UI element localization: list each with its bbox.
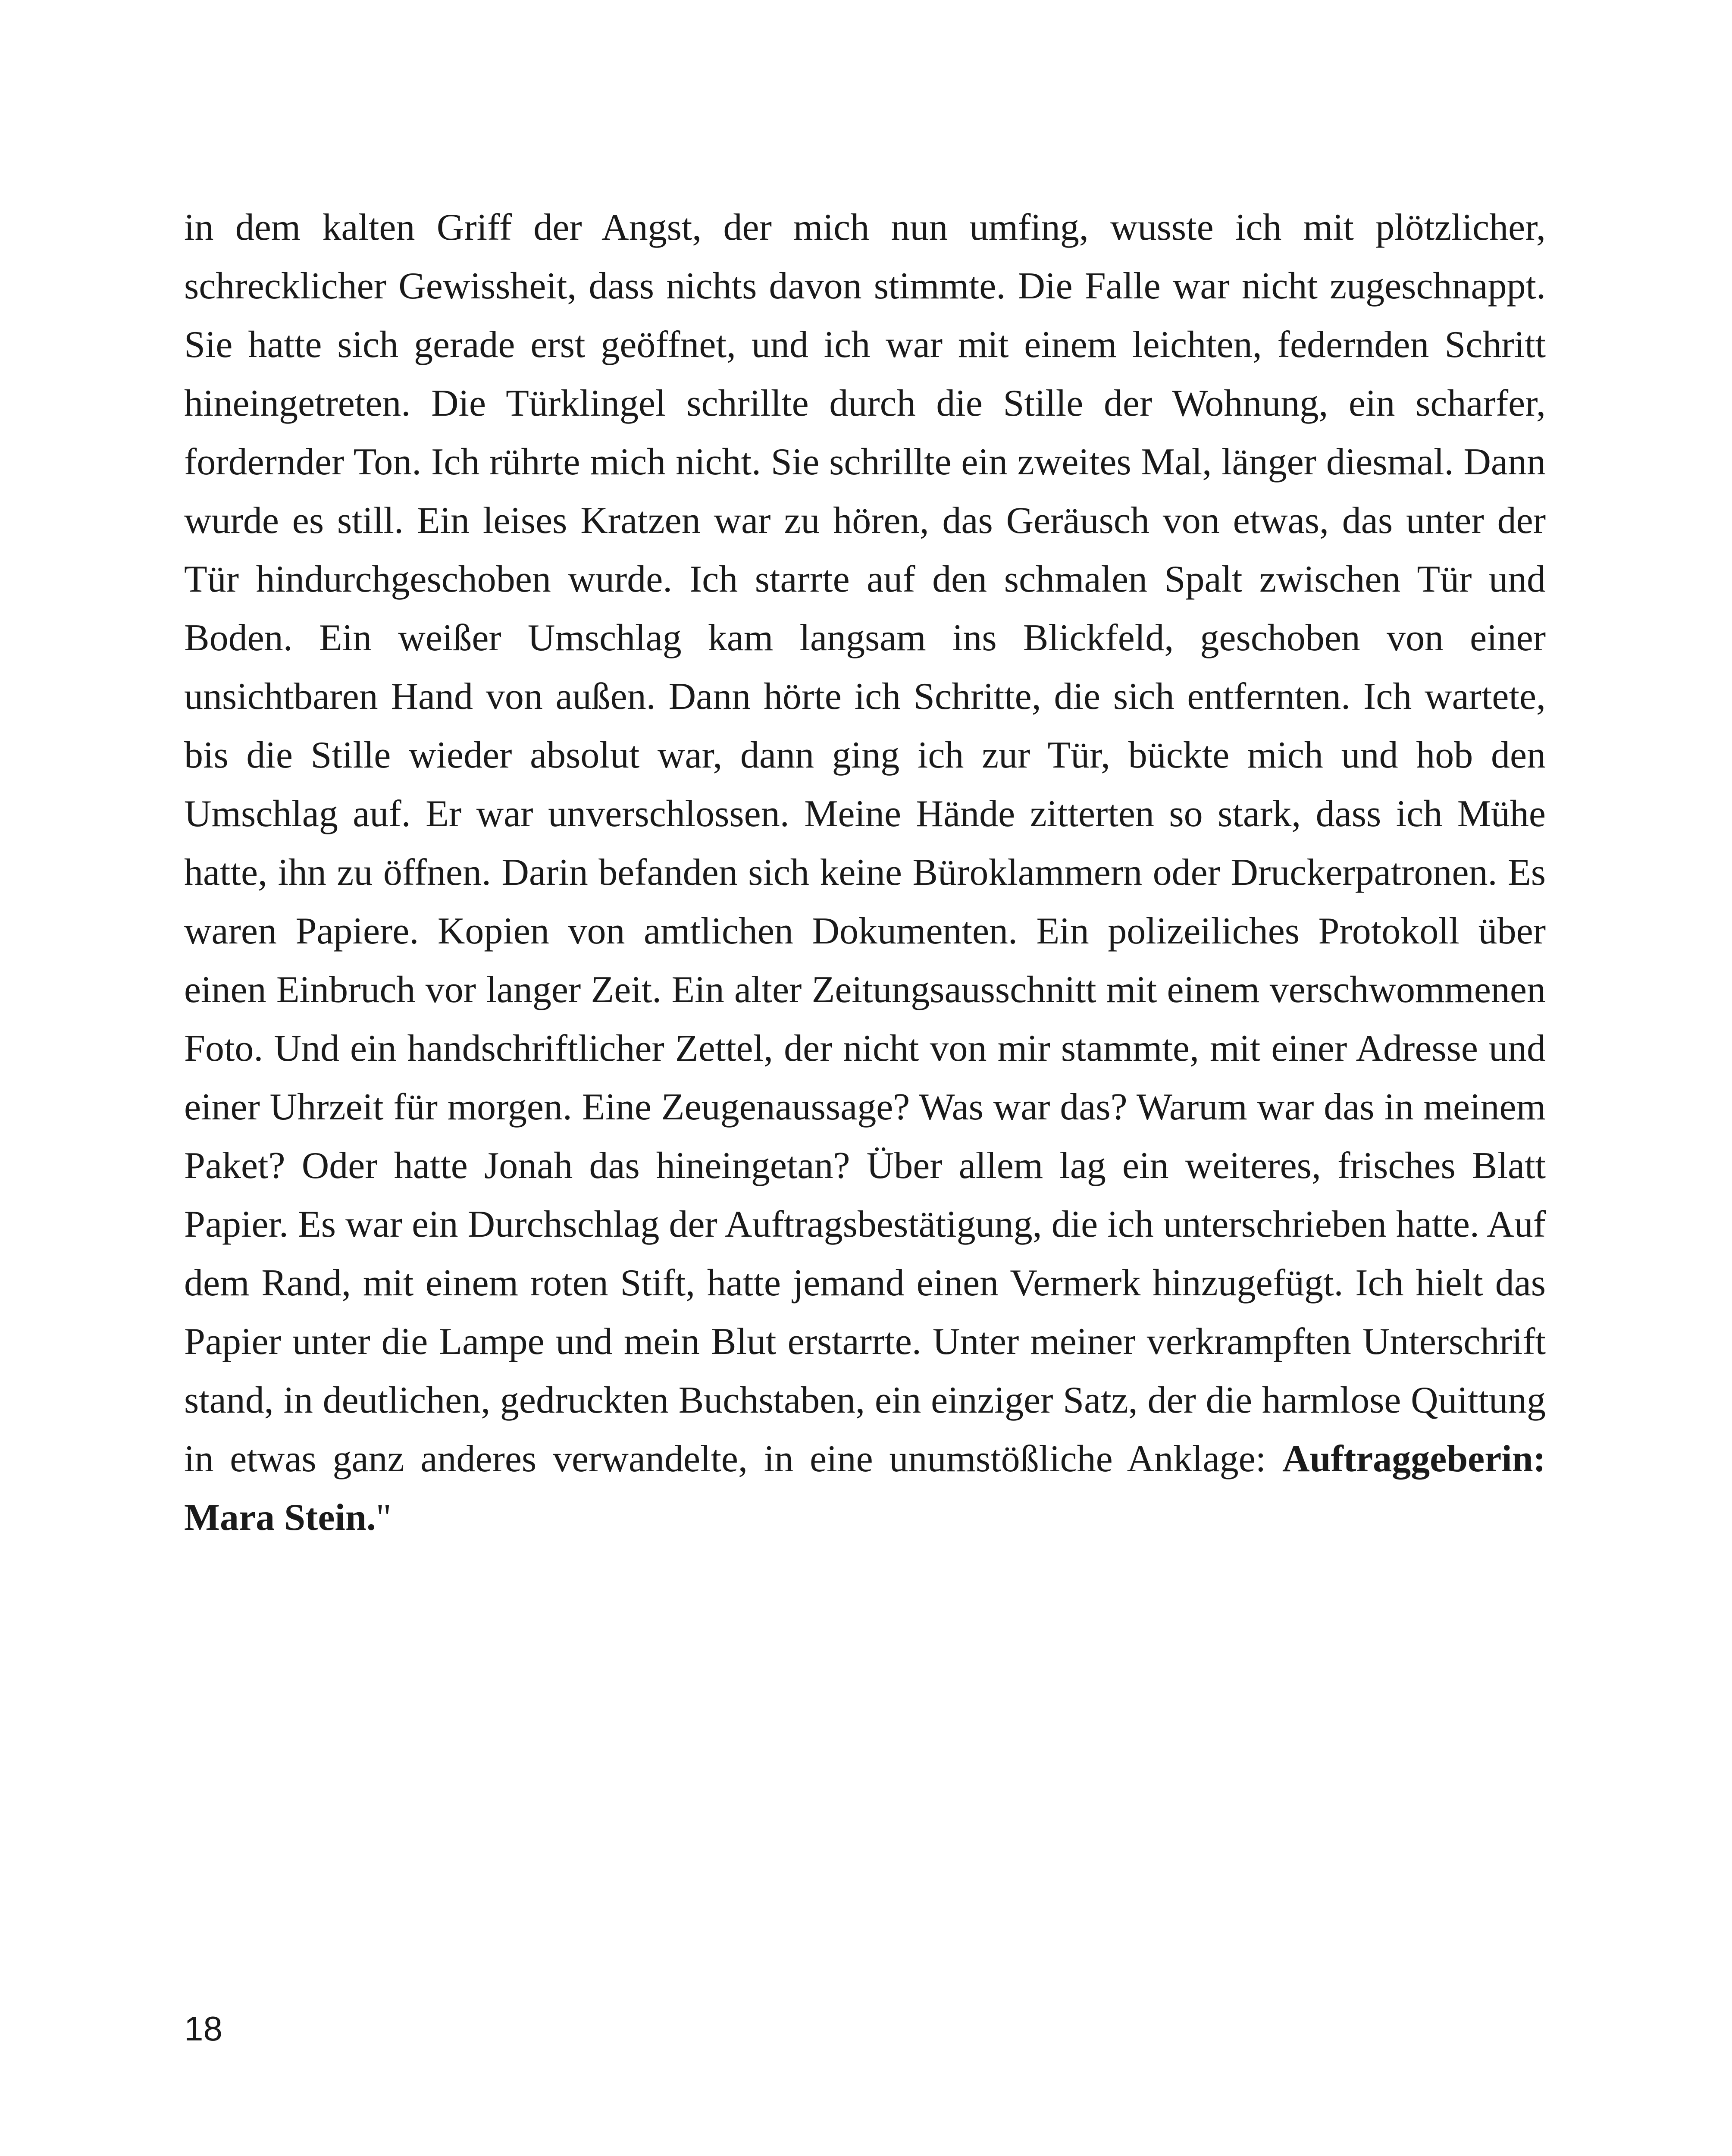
emphasized-quote: Auftraggeberin: Mara Stein. <box>184 1438 1546 1539</box>
paragraph-text: in dem kalten Griff der Angst, der mich nun umfing, wusste ich mit plötzlicher, schrecklicher Gewissheit, dass nichts davon stimmte. Die Falle war nicht zugeschnappt. Sie hatte sich gerade erst geöffnet, und ich war mit einem leichten, federnden Schritt hineingetreten. Die Türklingel schrillte durch die Stille der Wohnung, ein scharfer, fordernder Ton. Ich rührte mich nicht. Sie schrillte ein zweites Mal, länger diesmal. Dann wurde es still. Ein leises Kratzen war zu hören, das Geräusch von etwas, das unter der Tür hindurchgeschoben wurde. Ich starrte auf den schmalen Spalt zwischen Tür und Boden. Ein weißer Umschlag kam langsam ins Blickfeld, geschoben von einer unsichtbaren Hand von außen. Dann hörte ich Schritte, die sich entfernten. Ich wartete, bis die Stille wieder absolut war, dann ging ich zur Tür, bückte mich und hob den Umschlag auf. Er war unverschlossen. Meine Hände zitterten so stark, dass ich Mühe hatte, ihn zu öffnen. Darin befanden sich keine Büroklammern oder Druckerpatronen. Es waren Papiere. Kopien von amtlichen Dokumenten. Ein polizeiliches Protokoll über einen Einbruch vor langer Zeit. Ein alter Zeitungsausschnitt mit einem verschwommenen Foto. Und ein handschriftlicher Zettel, der nicht von mir stammte, mit einer Adresse und einer Uhrzeit für morgen. Eine Zeugenaussage? Was war das? Warum war das in meinem Paket? Oder hatte Jonah das hineingetan? Über allem lag ein weiteres, frisches Blatt Papier. Es war ein Durchschlag der Auftragsbestätigung, die ich unterschrieben hatte. Auf dem Rand, mit einem roten Stift, hatte jemand einen Vermerk hinzugefügt. Ich hielt das Papier unter die Lampe und mein Blut erstarrte. Unter meiner verkrampften Unterschrift stand, in deutlichen, gedruckten Buchstaben, ein einziger Satz, der die harmlose Quittung in etwas ganz anderes verwandelte, in eine unumstößliche Anklage: <box>184 207 1546 1480</box>
body-paragraph <box>184 198 1546 1547</box>
page-number: 18 <box>184 2009 222 2048</box>
closing-quote: " <box>376 1497 392 1539</box>
